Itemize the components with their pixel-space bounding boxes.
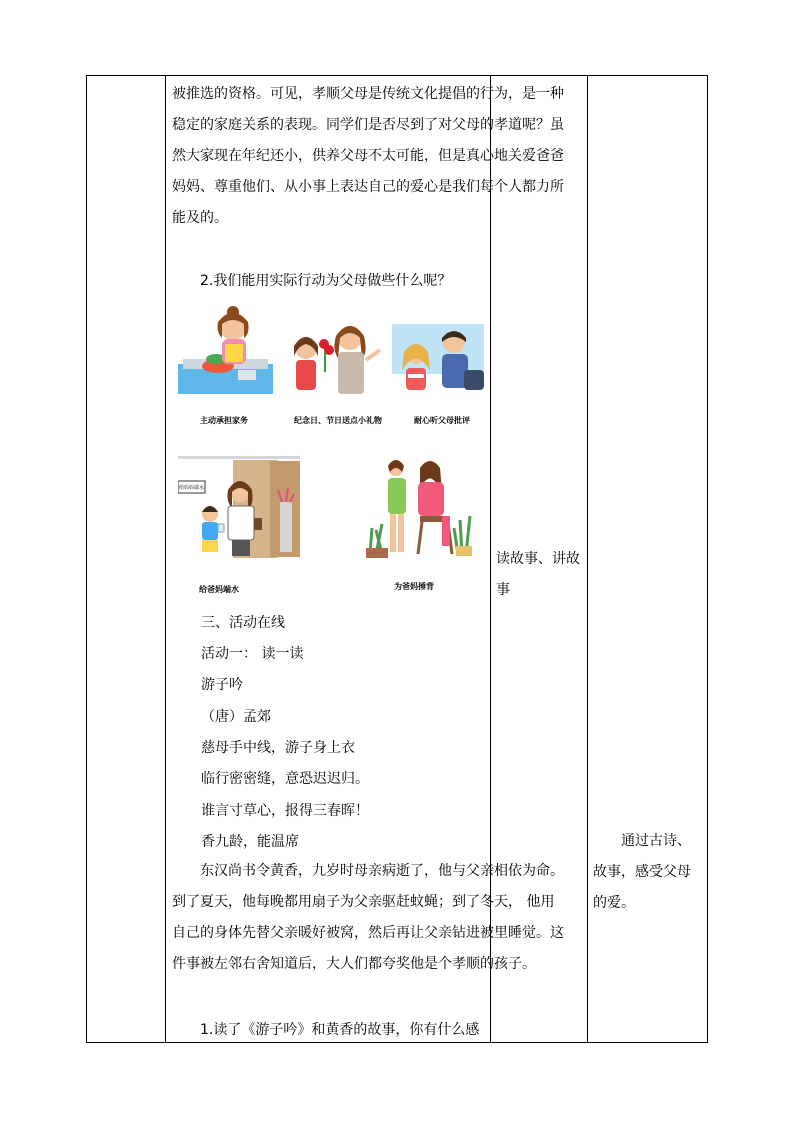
section-3-heading: 三、活动在线 xyxy=(201,615,285,631)
poem-title: 游子吟 xyxy=(201,677,243,693)
question-1: 1.读了《游子吟》和黄香的故事，你有什么感 xyxy=(200,1022,480,1038)
caption-gift: 纪念日、节日送点小礼物 xyxy=(294,416,382,425)
column-divider-3 xyxy=(587,76,588,1042)
intro-paragraph: 被推选的资格。可见，孝顺父母是传统文化提倡的行为，是一种稳定的家庭关系的表现。同学们是否尽到了对父母的孝道呢？虽然大家现在年纪还小，供养父母不太可能，但是真心地关爱爸爸妈妈、尊重他们、从小事上表达自己的爱心是我们每个人都力所能及的。 xyxy=(172,86,564,226)
poem-line-1: 慈母手中线，游子身上衣 xyxy=(201,740,355,756)
poem-author: （唐）孟郊 xyxy=(201,709,271,725)
listen-illustration xyxy=(392,324,484,394)
gift-illustration xyxy=(284,316,386,396)
story-title: 香九龄，能温席 xyxy=(201,834,299,850)
activity-1: 活动一： 读一读 xyxy=(201,646,304,662)
caption-listen: 耐心听父母批评 xyxy=(414,416,470,425)
question-2: 2.我们能用实际行动为父母做些什么呢？ xyxy=(200,273,452,289)
lesson-table xyxy=(86,75,708,1043)
housework-illustration xyxy=(178,304,273,399)
water-illustration xyxy=(178,456,300,562)
caption-water: 给爸妈端水 xyxy=(199,585,239,594)
story-paragraph: 东汉尚书令黄香，九岁时母亲病逝了，他与父亲相依为命。到了夏天，他每晚都用扇子为父亲驱赶蚊蝇；到了冬天， 他用自己的身体先替父亲暖好被窝，然后再让父亲钻进被里睡觉。这件事被左邻右舍知道后，大人们都夸奖他是个孝顺的孩子。 xyxy=(172,863,564,972)
caption-backrub: 为爸妈捶背 xyxy=(394,582,434,591)
activity-goal: 通过古诗、故事，感受父母的爱。 xyxy=(593,833,691,911)
caption-housework: 主动承担家务 xyxy=(200,416,248,425)
poem-line-2: 临行密密缝，意恐迟迟归。 xyxy=(201,771,369,787)
poem-line-3: 谁言寸草心，报得三春晖！ xyxy=(201,803,369,819)
backrub-illustration xyxy=(362,458,474,560)
sign-label: 给妈妈端水 xyxy=(178,485,205,491)
activity-method: 读故事、讲故事 xyxy=(496,551,580,598)
